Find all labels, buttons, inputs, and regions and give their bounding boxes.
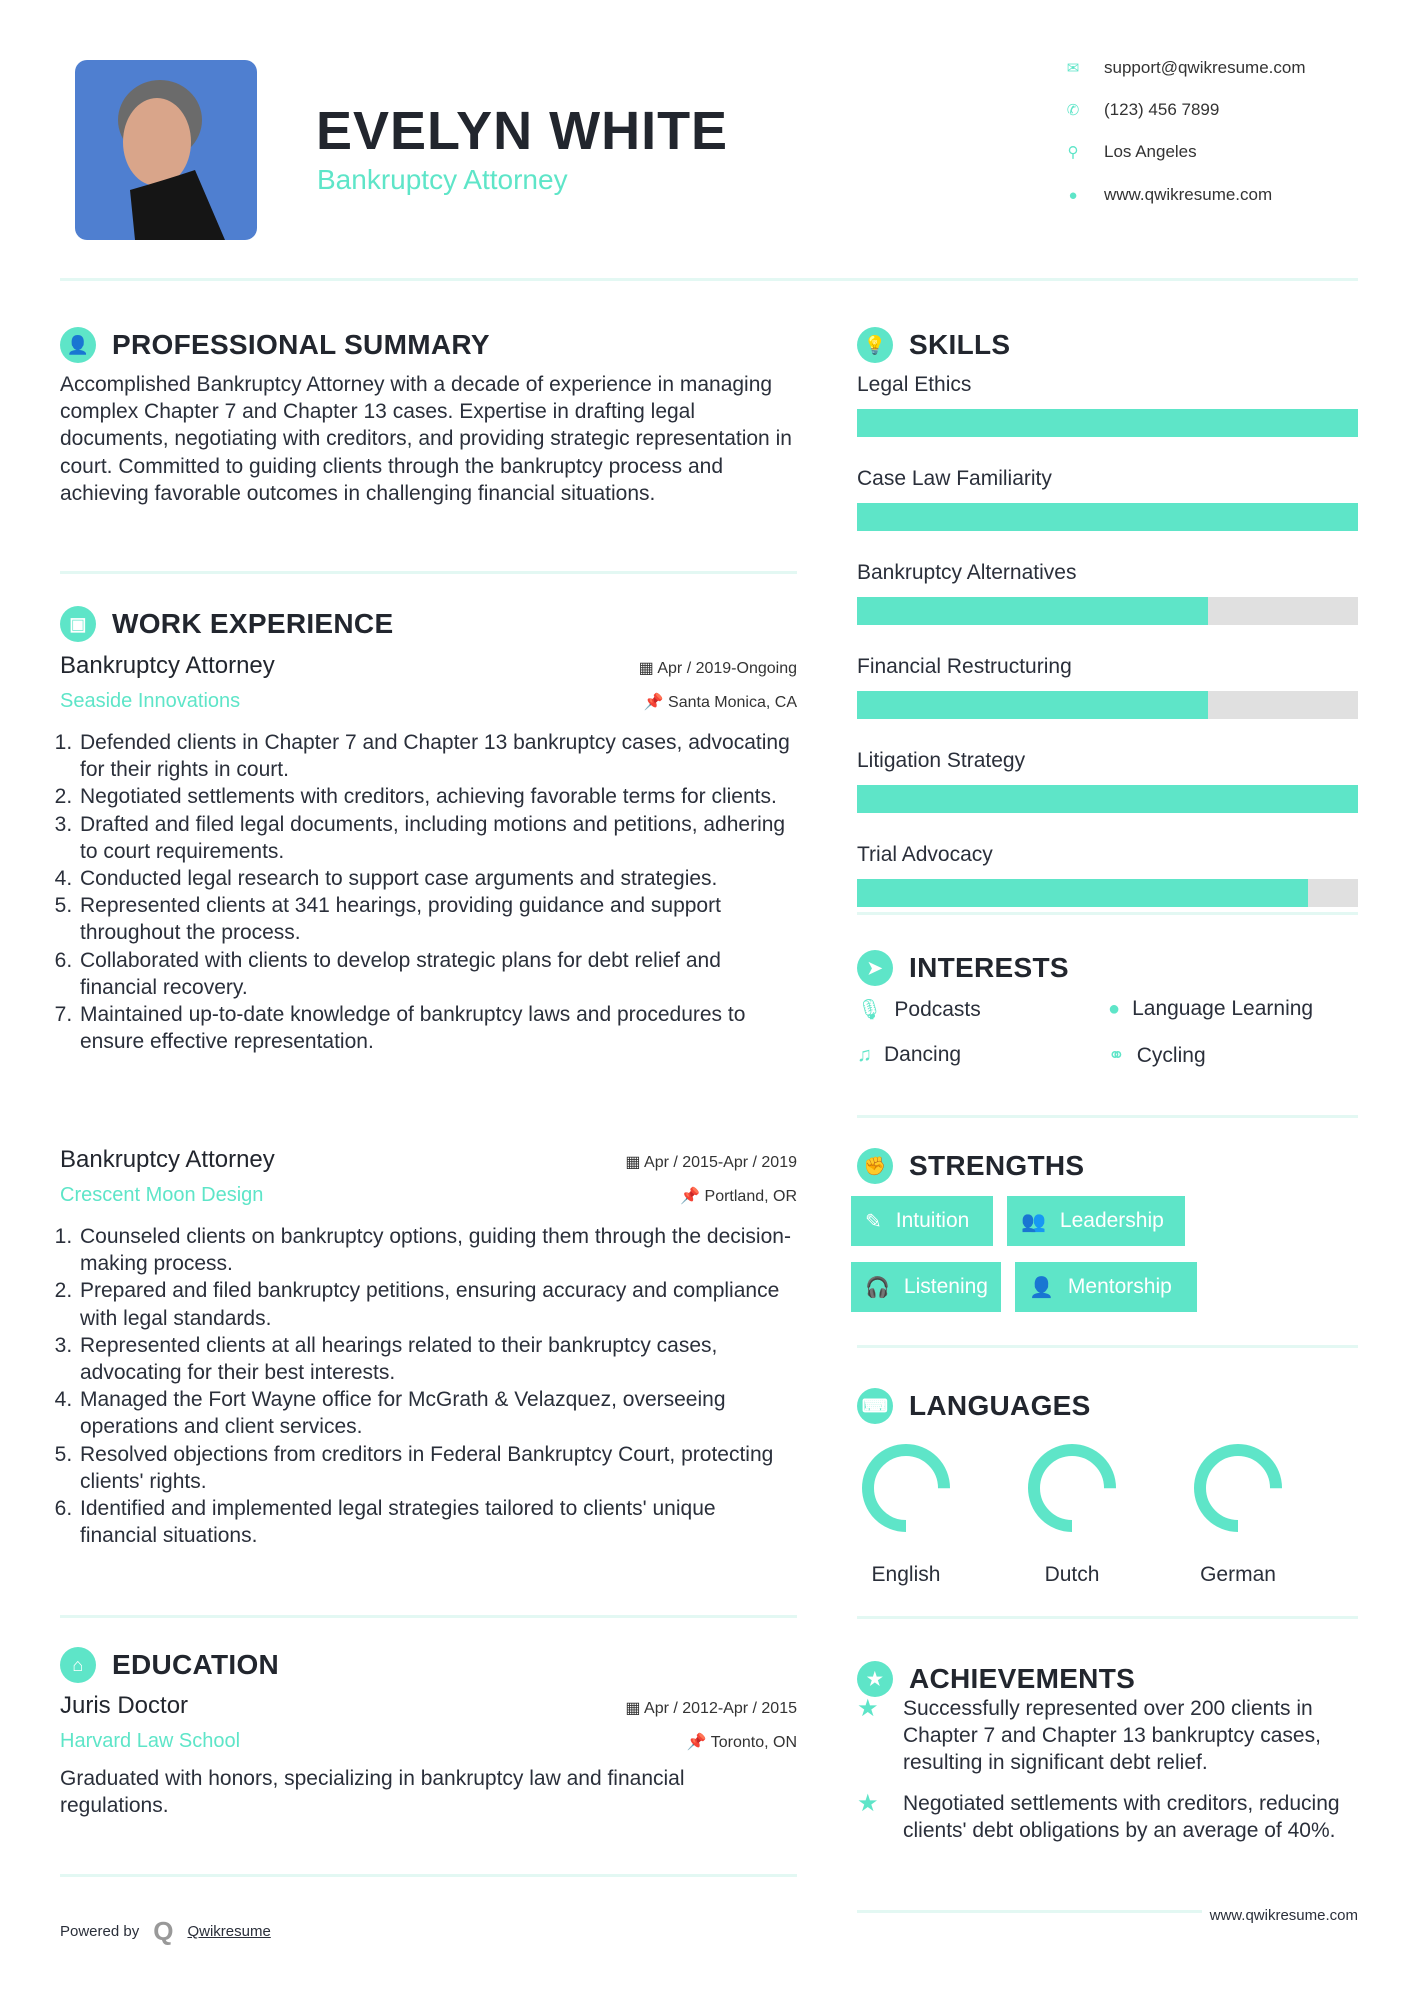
brand-link[interactable]: Qwikresume <box>187 1923 271 1940</box>
skill-bar <box>857 409 1358 437</box>
skills-heading-text: SKILLS <box>909 329 1011 360</box>
graduation-icon: ⌂ <box>60 1647 96 1683</box>
profile-photo <box>75 60 257 240</box>
languages-heading <box>857 1388 1091 1424</box>
divider <box>60 571 797 574</box>
location-text: Los Angeles <box>1104 142 1197 161</box>
interests-heading-text: INTERESTS <box>909 952 1069 983</box>
divider <box>857 912 1358 915</box>
users-icon: 👥 <box>1021 1210 1046 1233</box>
fist-icon: ✊ <box>857 1148 893 1184</box>
skill-label: Case Law Familiarity <box>857 467 1052 490</box>
achievement-text: Successfully represented over 200 clients in Chapter 7 and Chapter 13 bankruptcy cases, resulting in significant debt relief. <box>903 1697 1321 1775</box>
degree: Juris Doctor <box>60 1692 189 1719</box>
translate-icon: ⌨ <box>857 1388 893 1424</box>
contact-location <box>1062 142 1197 162</box>
achievements-heading <box>857 1661 1135 1697</box>
language-progress-ring <box>1027 1443 1117 1533</box>
skill-label: Litigation Strategy <box>857 749 1026 772</box>
interest-item <box>1108 1043 1206 1068</box>
strength-label: Intuition <box>895 1209 970 1232</box>
job-entry <box>60 652 797 1055</box>
website-text: www.qwikresume.com <box>1104 185 1273 204</box>
language-progress-ring <box>861 1443 951 1533</box>
strengths-heading <box>857 1148 1084 1184</box>
footer-powered <box>60 1916 271 1947</box>
header-divider <box>60 278 1358 281</box>
strengths-heading-text: STRENGTHS <box>909 1150 1085 1181</box>
education-entry <box>60 1692 797 1819</box>
skill-item <box>857 561 1358 625</box>
duty-item: 2. Negotiated settlements with creditors, achieving favorable terms for clients. <box>78 783 797 810</box>
job-entry <box>60 1146 797 1549</box>
divider <box>60 1615 797 1618</box>
strength-label: Leadership <box>1059 1209 1164 1232</box>
skill-label: Legal Ethics <box>857 373 972 396</box>
duty-item: 6. Collaborated with clients to develop strategic plans for debt relief and financial recovery. <box>78 947 797 1001</box>
skill-bar-fill <box>857 691 1208 719</box>
skill-item <box>857 749 1358 813</box>
achievement-item <box>857 1695 1358 1777</box>
summary-heading <box>60 327 490 363</box>
skills-heading <box>857 327 1010 363</box>
achievement-item <box>857 1790 1358 1844</box>
strength-label: Listening <box>903 1275 988 1298</box>
edu-date: Apr / 2012-Apr / 2015 <box>644 1700 797 1717</box>
skill-bar-fill <box>857 597 1208 625</box>
interest-item <box>857 1043 961 1067</box>
duty-item: 3. Drafted and filed legal documents, including motions and petitions, adhering to court requirements. <box>78 811 797 865</box>
skill-label: Financial Restructuring <box>857 655 1072 678</box>
powered-by-text: Powered by <box>60 1923 140 1940</box>
job-company: Seaside Innovations <box>60 690 241 712</box>
interest-label: Podcasts <box>894 997 981 1021</box>
language-label: German <box>1200 1563 1276 1586</box>
envelope-icon: ✉ <box>1066 60 1080 77</box>
education-heading <box>60 1647 279 1683</box>
divider <box>60 1874 797 1877</box>
paper-plane-icon: ➤ <box>857 950 893 986</box>
pin-icon: 📌 <box>643 694 669 711</box>
pin-icon: 📌 <box>680 1188 705 1205</box>
lightbulb-icon: 💡 <box>857 327 893 363</box>
job-company: Crescent Moon Design <box>60 1184 264 1206</box>
phone-icon: ✆ <box>1066 102 1080 119</box>
job-location: Portland, OR <box>704 1188 797 1205</box>
skill-item <box>857 655 1358 719</box>
language-label: English <box>871 1563 941 1586</box>
job-duties <box>60 1223 797 1549</box>
interest-label: Cycling <box>1136 1043 1206 1067</box>
contact-phone[interactable] <box>1062 100 1219 120</box>
footer-url[interactable]: www.qwikresume.com <box>1202 1907 1358 1924</box>
summary-heading-text: PROFESSIONAL SUMMARY <box>112 329 490 360</box>
bicycle-icon: ⚭ <box>1108 1045 1125 1067</box>
duty-item: 1. Defended clients in Chapter 7 and Chapter 13 bankruptcy cases, advocating for their rights in court. <box>78 729 797 783</box>
calendar-icon: ▦ <box>625 1700 645 1717</box>
work-heading <box>60 606 393 642</box>
user-icon: 👤 <box>60 327 96 363</box>
strength-label: Mentorship <box>1067 1275 1172 1298</box>
work-heading-text: WORK EXPERIENCE <box>112 608 394 639</box>
duty-item: 4. Conducted legal research to support case arguments and strategies. <box>78 865 797 892</box>
headphones-icon: 🎧 <box>865 1276 890 1299</box>
interest-item <box>1108 997 1313 1021</box>
summary-text: Accomplished Bankruptcy Attorney with a decade of experience in managing complex Chapter 7 and Chapter 13 cases. Expertise in drafting legal documents, negotiating with creditors, and providing strategic representation in court. Committed to guiding clients through the bankruptcy process and achieving favorable outcomes in challenging financial situations. <box>60 373 792 505</box>
music-icon: ♫ <box>857 1043 872 1066</box>
school: Harvard Law School <box>60 1730 241 1752</box>
phone-text: (123) 456 7899 <box>1104 100 1220 119</box>
job-title: Bankruptcy Attorney <box>60 1146 275 1173</box>
skills-list <box>857 373 1358 907</box>
skill-bar <box>857 879 1358 907</box>
calendar-icon: ▦ <box>625 1154 645 1171</box>
duty-item: 5. Resolved objections from creditors in Federal Bankruptcy Court, protecting clients' rights. <box>78 1441 797 1495</box>
email-text: support@qwikresume.com <box>1104 58 1306 77</box>
achievements-heading-text: ACHIEVEMENTS <box>909 1663 1136 1694</box>
strength-tag <box>851 1196 993 1246</box>
user-plus-icon: 👤 <box>1029 1276 1054 1299</box>
skill-bar-fill <box>857 503 1358 531</box>
microphone-icon: 🎙 <box>857 999 883 1021</box>
language-item <box>846 1443 966 1587</box>
divider <box>857 1345 1358 1348</box>
duty-item: 5. Represented clients at 341 hearings, providing guidance and support throughout the process. <box>78 892 797 946</box>
calendar-icon: ▦ <box>638 660 658 677</box>
language-progress-ring <box>1193 1443 1283 1533</box>
skill-item <box>857 467 1358 531</box>
job-date: Apr / 2019-Ongoing <box>657 660 797 677</box>
pin-icon: 📌 <box>686 1734 711 1751</box>
duty-item: 1. Counseled clients on bankruptcy options, guiding them through the decision-making process. <box>78 1223 797 1277</box>
interest-label: Language Learning <box>1132 997 1314 1020</box>
skill-label: Trial Advocacy <box>857 843 993 866</box>
job-location: Santa Monica, CA <box>668 694 797 711</box>
strength-tag <box>1007 1196 1185 1246</box>
briefcase-icon: ▣ <box>60 606 96 642</box>
skill-bar-fill <box>857 409 1358 437</box>
interests-heading <box>857 950 1069 986</box>
job-title: Bankruptcy Attorney <box>60 652 275 679</box>
languages-heading-text: LANGUAGES <box>909 1390 1091 1421</box>
education-heading-text: EDUCATION <box>112 1649 280 1680</box>
skill-bar-fill <box>857 879 1308 907</box>
divider <box>857 1115 1358 1118</box>
skill-item <box>857 373 1358 437</box>
candidate-name: EVELYN WHITE <box>316 101 729 161</box>
language-item <box>1178 1443 1298 1587</box>
duty-item: 7. Maintained up-to-date knowledge of bankruptcy laws and procedures to ensure effective representation. <box>78 1001 797 1055</box>
edu-description: Graduated with honors, specializing in bankruptcy law and financial regulations. <box>60 1767 685 1818</box>
star-icon: ★ <box>857 1790 879 1817</box>
skill-bar-fill <box>857 785 1358 813</box>
skill-bar <box>857 785 1358 813</box>
divider <box>857 1616 1358 1619</box>
skill-bar <box>857 691 1358 719</box>
strength-tag <box>851 1262 1001 1312</box>
job-date: Apr / 2015-Apr / 2019 <box>644 1154 797 1171</box>
duty-item: 4. Managed the Fort Wayne office for McGrath & Velazquez, overseeing operations and client services. <box>78 1386 797 1440</box>
strength-tag <box>1015 1262 1197 1312</box>
achievement-text: Negotiated settlements with creditors, reducing clients' debt obligations by an average of 40%. <box>903 1792 1340 1843</box>
duty-item: 2. Prepared and filed bankruptcy petitions, ensuring accuracy and compliance with legal standards. <box>78 1277 797 1331</box>
interest-item <box>857 997 981 1022</box>
skill-item <box>857 843 1358 907</box>
duty-item: 3. Represented clients at all hearings related to their bankruptcy cases, advocating for their best interests. <box>78 1332 797 1386</box>
interest-label: Dancing <box>884 1043 962 1066</box>
skill-bar <box>857 597 1358 625</box>
map-pin-icon: ⚲ <box>1067 144 1079 161</box>
contact-website[interactable] <box>1062 185 1272 205</box>
skill-label: Bankruptcy Alternatives <box>857 561 1077 584</box>
globe-icon: ● <box>1068 186 1078 204</box>
magic-wand-icon: ✎ <box>865 1210 882 1233</box>
duty-item: 6. Identified and implemented legal strategies tailored to clients' unique financial situations. <box>78 1495 797 1549</box>
edu-location: Toronto, ON <box>710 1734 797 1751</box>
skill-bar <box>857 503 1358 531</box>
contact-email[interactable] <box>1062 58 1306 78</box>
star-icon: ★ <box>857 1695 879 1722</box>
qwikresume-logo-icon: Q <box>153 1916 174 1946</box>
job-duties <box>60 729 797 1055</box>
language-item <box>1012 1443 1132 1587</box>
candidate-title: Bankruptcy Attorney <box>317 164 568 195</box>
globe-icon: ● <box>1108 997 1121 1020</box>
star-badge-icon: ★ <box>857 1661 893 1697</box>
language-label: Dutch <box>1044 1563 1100 1586</box>
